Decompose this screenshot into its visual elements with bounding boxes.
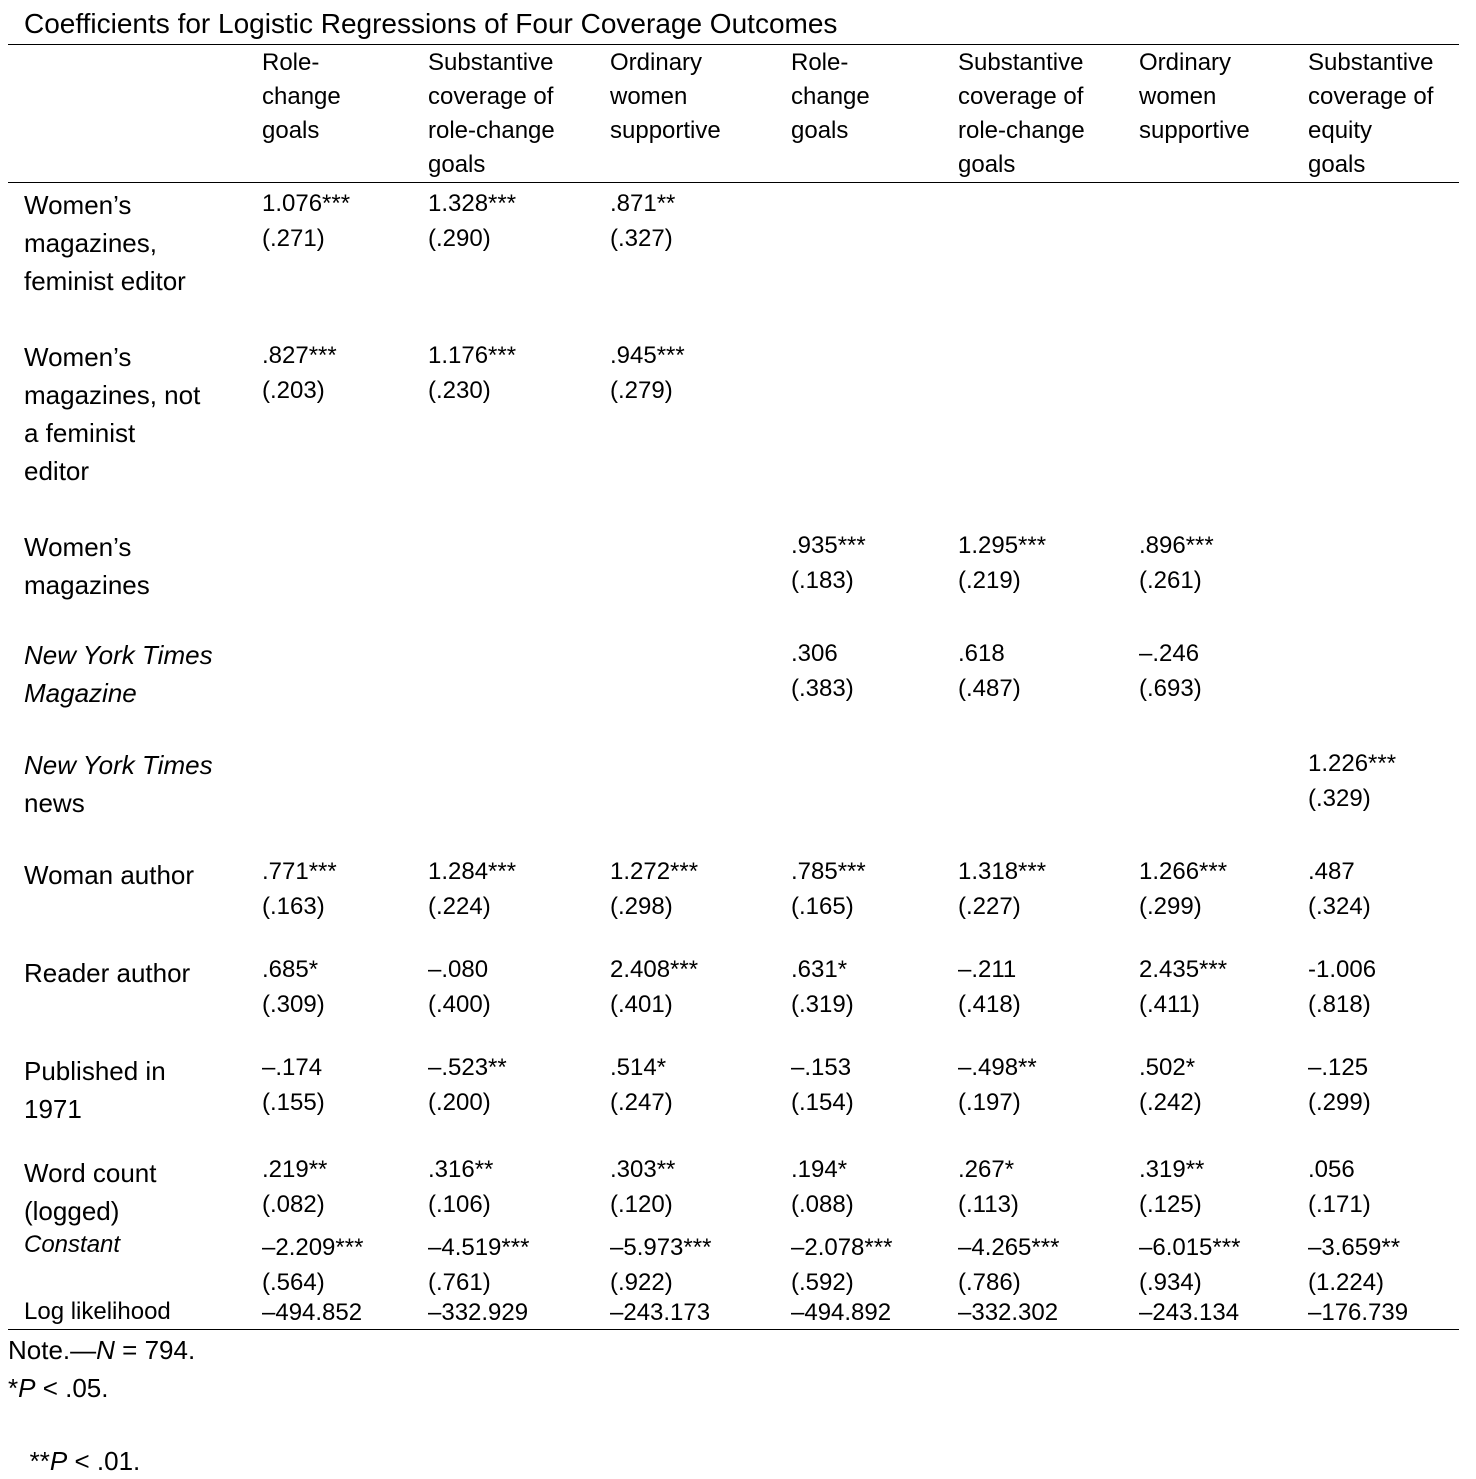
coefficient: 2.408*** [610,956,699,983]
coefficient: .219** [262,1156,328,1183]
row-label [24,746,213,822]
table-cell [262,1298,362,1328]
coefficient: –5.973*** [610,1234,712,1261]
table-cell [610,1050,673,1120]
coefficient: 1.272*** [610,858,699,885]
table-cell [1308,1050,1371,1120]
standard-error: (.271) [262,225,325,252]
table-title: Coefficients for Logistic Regressions of Four Coverage Outcomes [24,8,838,39]
table-cell [262,854,337,924]
note-p01-stars: ** [22,1446,50,1476]
table-cell [610,854,698,924]
table-cell [791,636,854,706]
coefficient: .267* [958,1156,1015,1183]
coefficient: .056 [1308,1156,1355,1183]
column-header-3: Ordinary women supportive [610,49,721,144]
standard-error: (.934) [1139,1269,1202,1296]
standard-error: (.200) [428,1089,491,1116]
standard-error: (.487) [958,675,1021,702]
table-cell [428,1298,528,1328]
table-cell [262,1152,327,1222]
note-n-rest: = 794. [114,1335,196,1365]
standard-error: (.761) [428,1269,491,1296]
header-rule [8,182,1459,183]
row-label: Log likelihood [24,1298,171,1325]
note-p05 [8,1370,108,1406]
coefficient: –.174 [262,1054,323,1081]
coefficient: –.153 [791,1054,852,1081]
table-cell [791,1230,892,1300]
coefficient: .896*** [1139,532,1214,559]
table-cell [791,952,854,1022]
note-p01-var: P [49,1446,68,1476]
standard-error: (.299) [1308,1089,1371,1116]
standard-error: (.125) [1139,1191,1202,1218]
standard-error: (.203) [262,377,325,404]
coefficient: .631* [791,956,848,983]
standard-error: (.230) [428,377,491,404]
standard-error: (.165) [791,893,854,920]
table-cell [262,186,350,256]
coefficient: .487 [1308,858,1355,885]
table-cell [428,338,516,408]
top-rule [8,44,1459,45]
standard-error: (.383) [791,675,854,702]
table-cell [958,636,1021,706]
coefficient: 1.266*** [1139,858,1228,885]
row-label: Women’s magazines, not a feminist editor [24,342,201,486]
table-cell [610,186,675,256]
row-label: Women’s magazines [24,532,150,600]
coefficient: 1.226*** [1308,750,1397,777]
coefficient: .319** [1139,1156,1205,1183]
standard-error: (.290) [428,225,491,252]
coefficient: .945*** [610,342,685,369]
coefficient: .306 [791,640,838,667]
table-cell [958,1230,1059,1300]
coefficient: –243.173 [610,1299,711,1326]
table-cell [428,1152,493,1222]
coefficient: –494.892 [791,1299,892,1326]
standard-error: (.319) [791,991,854,1018]
standard-error: (.786) [958,1269,1021,1296]
column-header-7: Substantive coverage of equity goals [1308,49,1434,178]
note-p01 [8,1407,140,1479]
coefficient: .827*** [262,342,337,369]
standard-error: (.298) [610,893,673,920]
standard-error: (.324) [1308,893,1371,920]
table-cell [610,1230,711,1300]
row-label-italic: New York Times [24,750,213,780]
note-prefix: Note.— [8,1335,97,1365]
standard-error: (.155) [262,1089,325,1116]
note-p05-rest: < .05. [35,1373,109,1403]
coefficient: –176.739 [1308,1299,1409,1326]
standard-error: (.197) [958,1089,1021,1116]
table-cell [791,528,866,598]
table-cell [791,1050,854,1120]
standard-error: (.082) [262,1191,325,1218]
coefficient: –332.302 [958,1299,1059,1326]
coefficient: -1.006 [1308,956,1377,983]
standard-error: (.224) [428,893,491,920]
standard-error: (.309) [262,991,325,1018]
coefficient: –4.265*** [958,1234,1060,1261]
coefficient: .194* [791,1156,848,1183]
coefficient: –6.015*** [1139,1234,1241,1261]
row-label-rest: news [24,788,85,818]
standard-error: (.113) [958,1191,1019,1218]
standard-error: (.279) [610,377,673,404]
standard-error: (.247) [610,1089,673,1116]
coefficient: .502* [1139,1054,1196,1081]
coefficient: 1.176*** [428,342,517,369]
standard-error: (.564) [262,1269,325,1296]
column-header-5: Substantive coverage of role-change goals [958,49,1085,178]
row-label: Word count (logged) [24,1158,157,1226]
coefficient: –.080 [428,956,489,983]
coefficient: .316** [428,1156,494,1183]
coefficient: –.211 [958,956,1017,983]
standard-error: (.299) [1139,893,1202,920]
coefficient: –2.209*** [262,1234,364,1261]
note-p05-var: P [18,1373,36,1403]
table-cell [791,1298,891,1328]
standard-error: (.120) [610,1191,673,1218]
table-cell [428,952,491,1022]
table-cell [1308,854,1371,924]
table-cell [1139,952,1227,1022]
table-cell [428,186,516,256]
coefficient: –3.659** [1308,1234,1401,1261]
standard-error: (.401) [610,991,673,1018]
standard-error: (1.224) [1308,1269,1385,1296]
table-cell [610,952,698,1022]
table-cell [958,1298,1058,1328]
row-label: Constant [24,1231,121,1258]
coefficient: 2.435*** [1139,956,1228,983]
standard-error: (.163) [262,893,325,920]
standard-error: (.154) [791,1089,854,1116]
table-cell [428,854,516,924]
coefficient: –4.519*** [428,1234,530,1261]
row-label: Woman author [24,860,195,890]
coefficient: 1.076*** [262,190,351,217]
coefficient: –.523** [428,1054,507,1081]
table-cell [610,338,685,408]
standard-error: (.219) [958,567,1021,594]
standard-error: (.922) [610,1269,673,1296]
row-label: New York Times Magazine [24,640,213,708]
standard-error: (.327) [610,225,673,252]
coefficient: .785*** [791,858,866,885]
coefficient: –.125 [1308,1054,1369,1081]
table-cell [1308,952,1376,1022]
standard-error: (.418) [958,991,1021,1018]
coefficient: –.498** [958,1054,1037,1081]
coefficient: .618 [958,640,1005,667]
standard-error: (.088) [791,1191,854,1218]
column-header-6: Ordinary women supportive [1139,49,1250,144]
table-cell [610,1152,675,1222]
standard-error: (.329) [1308,785,1371,812]
coefficient: –243.134 [1139,1299,1240,1326]
standard-error: (.227) [958,893,1021,920]
table-cell [610,1298,710,1328]
coefficient: .685* [262,956,319,983]
table-cell [1308,1298,1408,1328]
coefficient: 1.295*** [958,532,1047,559]
note-p05-stars: * [8,1373,19,1403]
table-cell [262,952,325,1022]
coefficient: .303** [610,1156,676,1183]
column-header-2: Substantive coverage of role-change goals [428,49,555,178]
note-n [8,1332,195,1368]
standard-error: (.261) [1139,567,1202,594]
table-cell [1139,1230,1240,1300]
table-cell [1139,1050,1202,1120]
table-cell [262,1050,325,1120]
note-p01-rest: < .01. [67,1446,141,1476]
table-cell [1139,854,1227,924]
table-cell [262,338,337,408]
table-cell [1139,636,1202,706]
standard-error: (.818) [1308,991,1371,1018]
table-cell [428,1050,507,1120]
table-cell [428,1230,529,1300]
coefficient: 1.318*** [958,858,1047,885]
coefficient: .935*** [791,532,866,559]
table-cell [958,1152,1019,1222]
standard-error: (.592) [791,1269,854,1296]
table-cell [262,1230,363,1300]
standard-error: (.171) [1308,1191,1371,1218]
table-cell [958,1050,1037,1120]
table-cell [791,854,866,924]
table-cell [1139,528,1214,598]
table-cell [1308,746,1396,816]
standard-error: (.411) [1139,991,1200,1018]
table-cell [958,854,1046,924]
column-header-4: Role- change goals [791,49,870,144]
coefficient: .771*** [262,858,337,885]
coefficient: 1.328*** [428,190,517,217]
table-cell [1308,1152,1371,1222]
table-cell [1139,1298,1239,1328]
standard-error: (.693) [1139,675,1202,702]
standard-error: (.183) [791,567,854,594]
note-n-var: N [96,1335,115,1365]
standard-error: (.242) [1139,1089,1202,1116]
table-cell [791,1152,854,1222]
coefficient: –332.929 [428,1299,529,1326]
table-cell [1139,1152,1204,1222]
table-cell [958,952,1021,1022]
row-label: Women’s magazines, feminist editor [24,190,186,296]
coefficient: .514* [610,1054,667,1081]
bottom-rule [8,1329,1459,1330]
coefficient: 1.284*** [428,858,517,885]
coefficient: .871** [610,190,676,217]
coefficient: –2.078*** [791,1234,893,1261]
standard-error: (.400) [428,991,491,1018]
standard-error: (.106) [428,1191,491,1218]
coefficient: –.246 [1139,640,1200,667]
row-label: Published in 1971 [24,1056,166,1124]
column-header-1: Role- change goals [262,49,341,144]
row-label: Reader author [24,958,191,988]
coefficient: –494.852 [262,1299,363,1326]
table-cell [1308,1230,1400,1300]
table-cell [958,528,1046,598]
